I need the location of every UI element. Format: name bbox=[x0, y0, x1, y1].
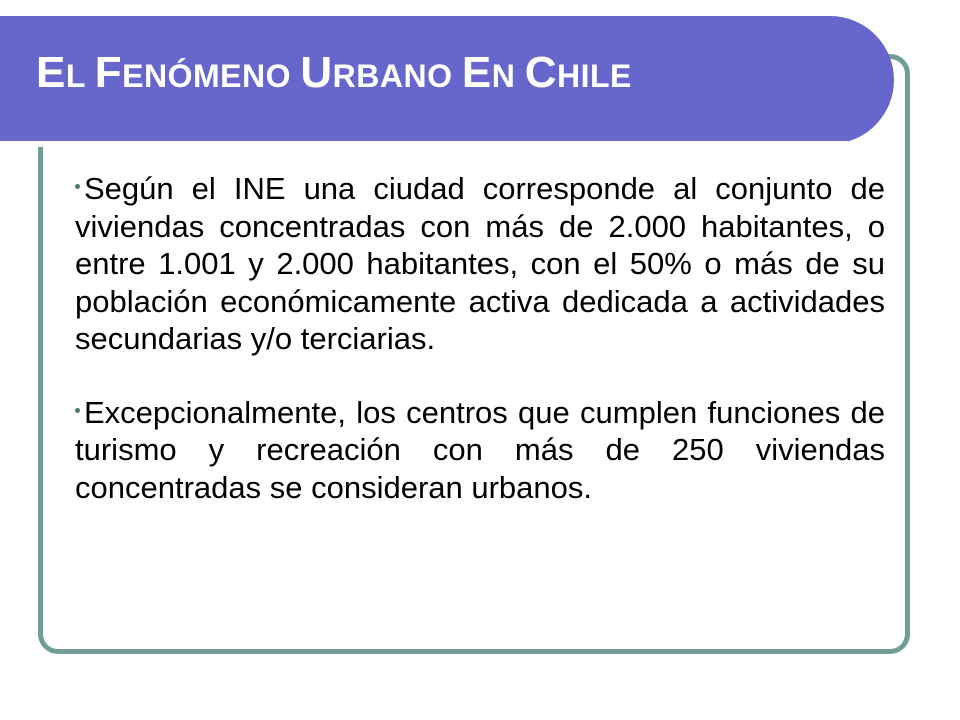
bullet-marker-icon bbox=[75, 408, 80, 413]
bullet-text: Excepcionalmente, los centros que cumplen funciones de turismo y recreación con más de 250 viviendas concentradas se consideran urbanos. bbox=[75, 394, 885, 505]
slide-title-text: EL FENÓMENO URBANO EN CHILE bbox=[36, 48, 632, 97]
bullet-marker-icon bbox=[75, 184, 80, 189]
bullet-text: Según el INE una ciudad corresponde al conjunto de viviendas concentradas con más de 2.000 habitantes, o entre 1.001 y 2.000 habitantes, con el 50% o más de su población económicamente activa dedicada a actividades secundarias y/o terciarias. bbox=[75, 171, 885, 356]
bullet-item bbox=[75, 170, 885, 358]
title-underline bbox=[0, 141, 848, 147]
slide-body bbox=[75, 170, 885, 542]
slide-title bbox=[36, 48, 632, 97]
bullet-item bbox=[75, 394, 885, 507]
